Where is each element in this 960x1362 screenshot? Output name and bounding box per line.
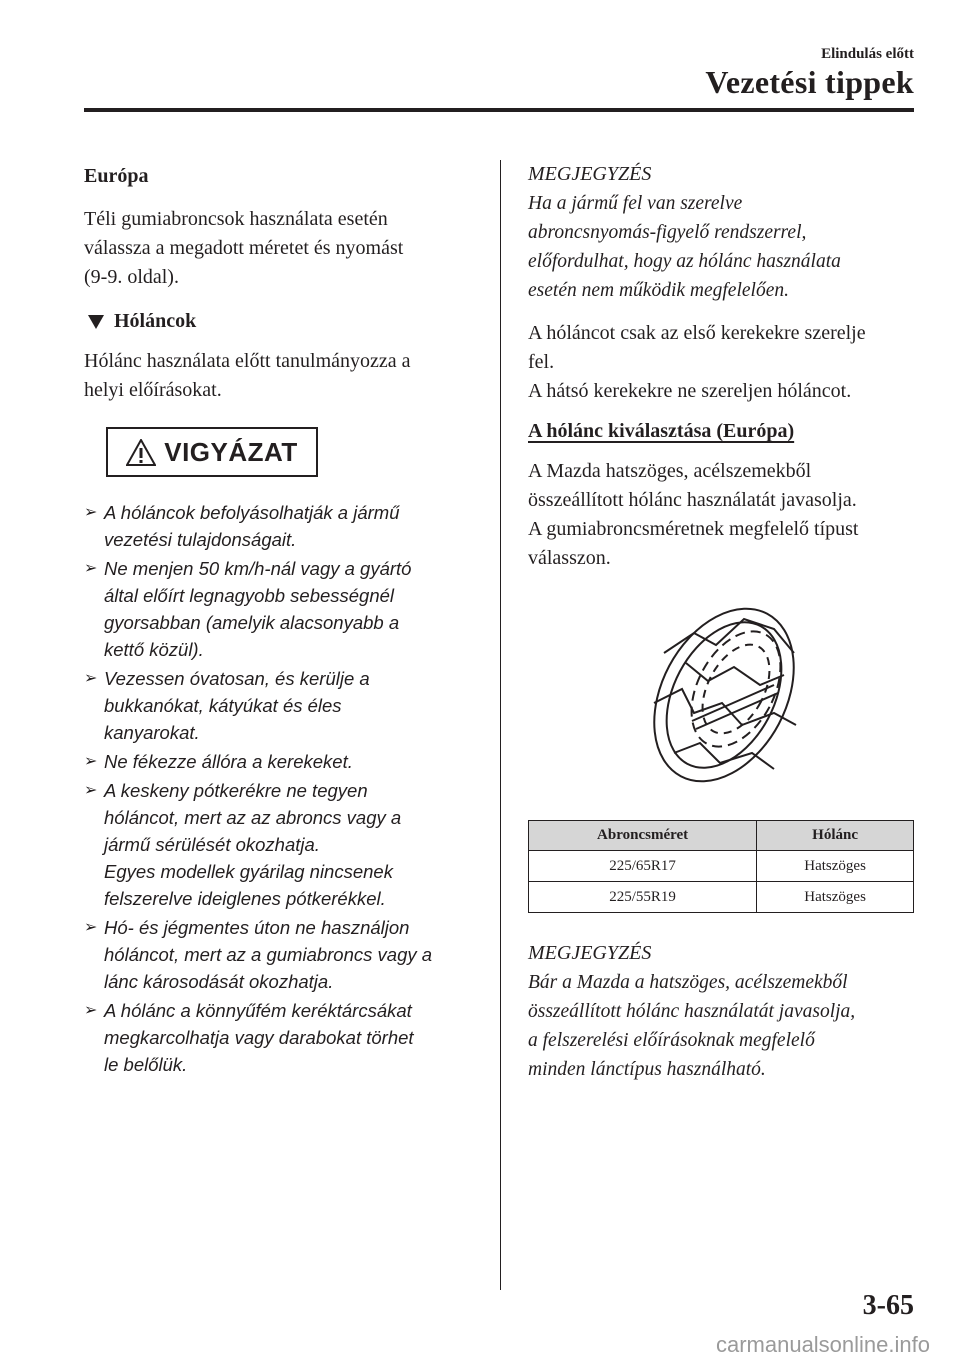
chain-selection-paragraph [528, 457, 918, 573]
text-line: Ha a jármű fel van szerelve [528, 193, 743, 214]
bullet-arrow-icon: ➢ [84, 919, 98, 936]
text-line: jármű sérülését okozhatja. [104, 834, 320, 855]
text-line: összeállított hólánc használatát javasolja, [528, 1001, 856, 1022]
table-cell: 225/65R17 [529, 851, 757, 882]
warning-triangle-icon [126, 439, 156, 466]
text-line: A gumiabroncsméretnek megfelelő típust [528, 518, 859, 540]
text-line: vezetési tulajdonságait. [104, 529, 297, 550]
text-line: Vezessen óvatosan, és kerülje a [104, 668, 370, 689]
snow-chain-illustration [624, 593, 824, 793]
text-line: A Mazda hatszöges, acélszemekből [528, 460, 812, 482]
bullet-arrow-icon: ➢ [84, 753, 98, 770]
caution-label: VIGYÁZAT [164, 436, 298, 467]
text-line: Bár a Mazda a hatszöges, acélszemekből [528, 972, 848, 993]
front-wheels-paragraph [528, 319, 918, 406]
snow-line-2: helyi előírásokat. [84, 379, 222, 401]
bullet-arrow-icon: ➢ [84, 560, 98, 577]
section-triangle-icon [88, 315, 104, 329]
text-line: lánc károsodását okozhatja. [104, 971, 334, 992]
text-line: gyorsabban (amelyik alacsonyabb a [104, 612, 400, 633]
left-column [84, 160, 474, 1080]
note-body-2 [528, 968, 918, 1084]
text-line: Ne menjen 50 km/h-nál vagy a gyártó [104, 558, 412, 579]
europe-line-1: Téli gumiabroncsok használata esetén [84, 208, 388, 230]
text-line: megkarcolhatja vagy darabokat törhet [104, 1027, 414, 1048]
right-column [528, 160, 918, 1084]
text-line: A hólánc a könnyűfém keréktárcsákat [104, 1000, 412, 1021]
header-section-title: Elindulás előtt [821, 46, 914, 62]
chain-selection-heading: A hólánc kiválasztása (Európa) [528, 420, 795, 442]
list-item [84, 777, 474, 912]
header-rule [84, 108, 914, 112]
table-row [529, 882, 914, 913]
note-heading-1: MEGJEGYZÉS [528, 163, 652, 185]
text-line: kanyarokat. [104, 722, 200, 743]
text-line: felszerelve ideiglenes pótkerékkel. [104, 888, 386, 909]
tire-chain-table [528, 820, 914, 913]
text-line: minden lánctípus használható. [528, 1059, 766, 1080]
list-item [84, 665, 474, 746]
text-line: a felszerelési előírásoknak megfelelő [528, 1030, 815, 1051]
page-number: 3-65 [862, 1290, 914, 1321]
bullet-arrow-icon: ➢ [84, 782, 98, 799]
bullet-arrow-icon: ➢ [84, 1002, 98, 1019]
snow-line-1: Hólánc használata előtt tanulmányozza a [84, 350, 411, 372]
text-line: hóláncot, mert az a gumiabroncs vagy a [104, 944, 433, 965]
text-line: Ne fékezze állóra a kerekeket. [104, 751, 353, 772]
text-line: hóláncot, mert az az abroncs vagy a [104, 807, 402, 828]
bullet-arrow-icon: ➢ [84, 504, 98, 521]
text-line: Egyes modellek gyárilag nincsenek [104, 861, 393, 882]
text-line: bukkanókat, kátyúkat és éles [104, 695, 342, 716]
text-line: kettő közül). [104, 639, 204, 660]
snow-chains-heading-text: Hóláncok [114, 310, 197, 332]
list-item [84, 499, 474, 553]
europe-line-3: (9-9. oldal). [84, 266, 179, 288]
europe-heading: Európa [84, 165, 149, 187]
column-divider [500, 160, 501, 1290]
text-line: abroncsnyomás-figyelő rendszerrel, [528, 222, 807, 243]
header-page-title: Vezetési tippek [705, 64, 914, 100]
snow-paragraph [84, 347, 474, 405]
table-cell: Hatszöges [757, 851, 914, 882]
europe-paragraph [84, 205, 474, 292]
text-line: le belőlük. [104, 1054, 188, 1075]
caution-box [106, 427, 318, 477]
text-line: Hó- és jégmentes úton ne használjon [104, 917, 410, 938]
table-header-tire-size: Abroncsméret [529, 821, 757, 851]
list-item [84, 914, 474, 995]
front-line-2: fel. [528, 351, 555, 373]
front-line-3: A hátsó kerekekre ne szereljen hóláncot. [528, 380, 852, 402]
text-line: esetén nem működik megfelelően. [528, 280, 789, 301]
note-heading-2: MEGJEGYZÉS [528, 942, 652, 964]
europe-line-2: válassza a megadott méretet és nyomást [84, 237, 404, 259]
warning-list [84, 499, 474, 1078]
front-line-1: A hóláncot csak az első kerekekre szerelje [528, 322, 866, 344]
text-line: előfordulhat, hogy az hólánc használata [528, 251, 841, 272]
snow-chains-heading [84, 310, 474, 333]
text-line: összeállított hólánc használatát javasolja. [528, 489, 857, 511]
note-body-1 [528, 189, 918, 305]
table-cell: 225/55R19 [529, 882, 757, 913]
text-line: A hóláncok befolyásolhatják a jármű [104, 502, 400, 523]
table-header-chain: Hólánc [757, 821, 914, 851]
list-item [84, 555, 474, 663]
text-line: által előírt legnagyobb sebességnél [104, 585, 395, 606]
table-row [529, 851, 914, 882]
text-line: A keskeny pótkerékre ne tegyen [104, 780, 368, 801]
text-line: válasszon. [528, 547, 611, 569]
watermark: carmanualsonline.info [715, 1332, 930, 1357]
list-item [84, 997, 474, 1078]
table-cell: Hatszöges [757, 882, 914, 913]
list-item [84, 748, 474, 775]
bullet-arrow-icon: ➢ [84, 670, 98, 687]
